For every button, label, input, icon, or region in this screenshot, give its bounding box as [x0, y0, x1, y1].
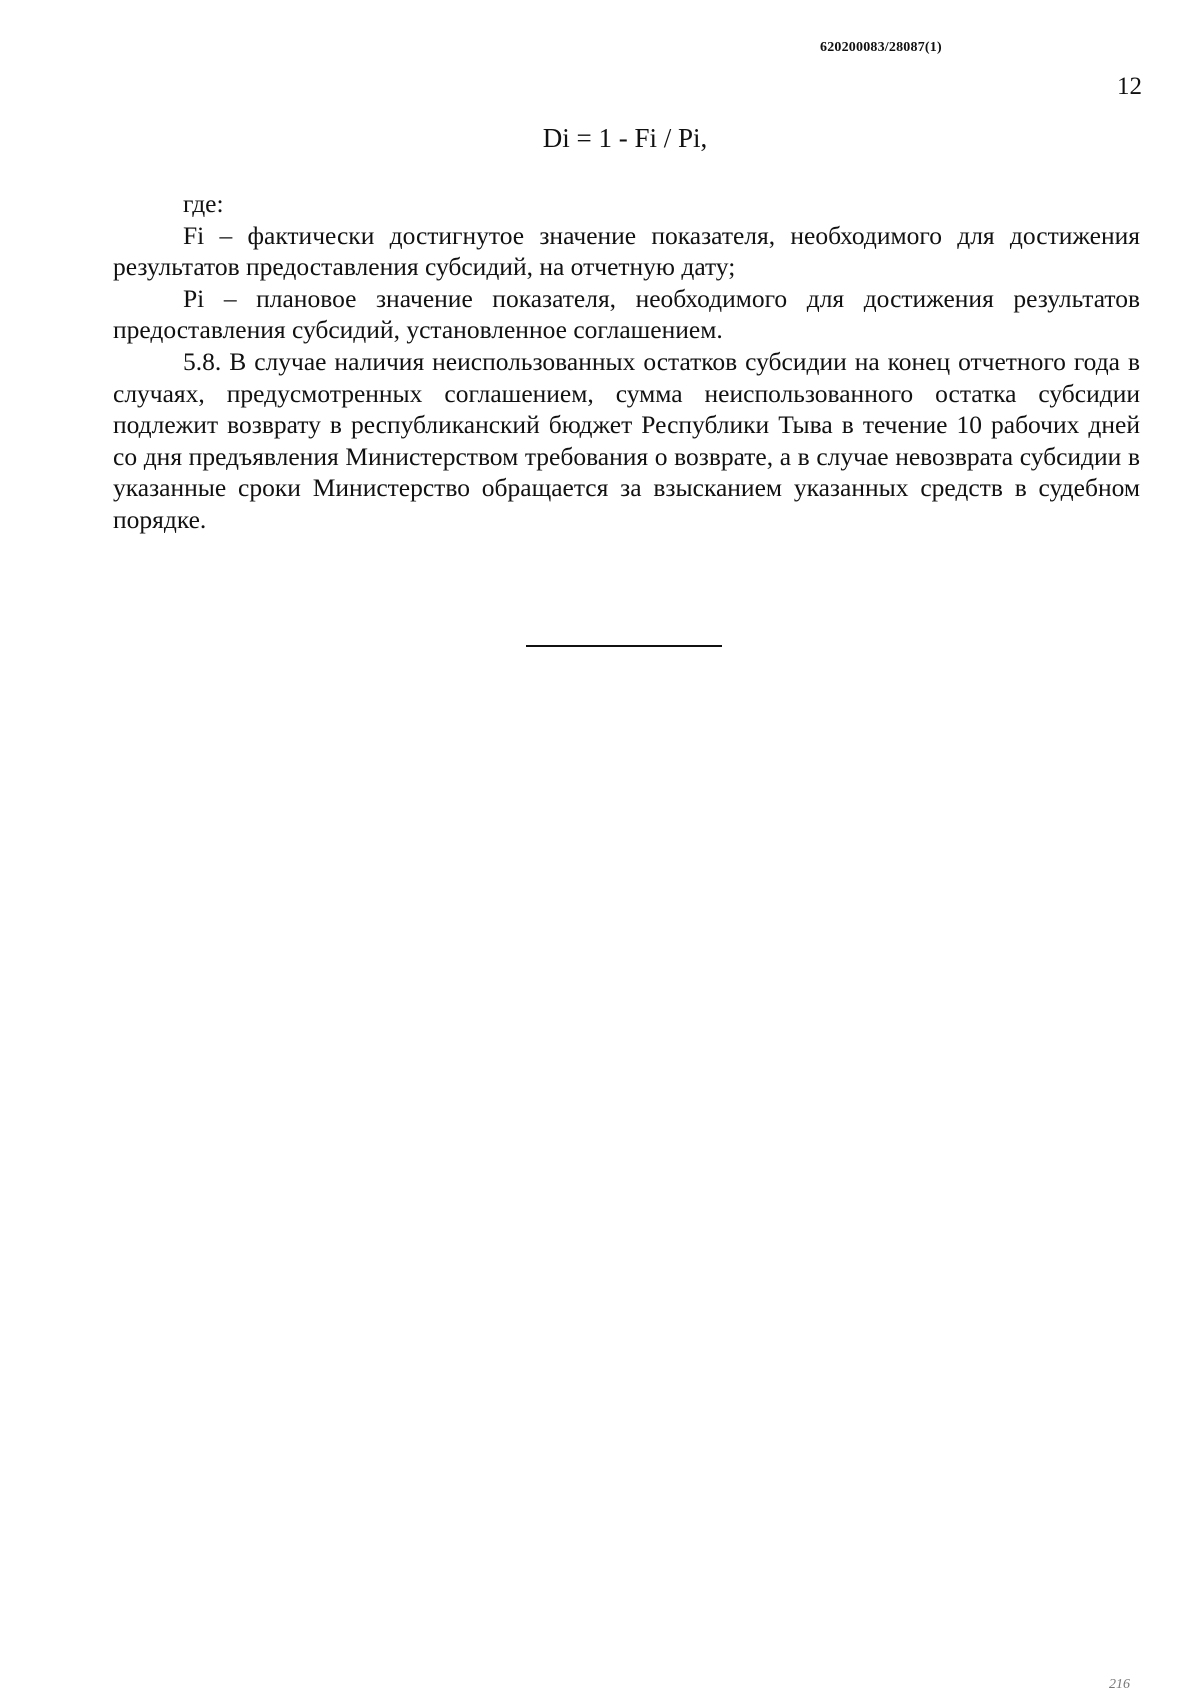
page-number: 12	[1117, 73, 1142, 100]
body-text	[113, 188, 1140, 536]
end-of-text-rule	[526, 645, 722, 647]
paragraph-fi-definition: Fi – фактически достигнутое значение показателя, необходимого для достижения результатов предоставления субсидий, на отчетную дату;	[113, 220, 1140, 282]
formula: Di = 1 - Fi / Pi,	[542, 123, 708, 153]
paragraph-pi-definition: Pi – плановое значение показателя, необходимого для достижения результатов предоставления субсидий, установленное соглашением.	[113, 283, 1140, 345]
document-id: 620200083/28087(1)	[820, 40, 942, 55]
corner-mark: 216	[1109, 1677, 1130, 1692]
paragraph-where: где:	[183, 189, 224, 218]
paragraph-5-8: 5.8. В случае наличия неиспользованных остатков субсидии на конец отчетного года в случаях, предусмотренных соглашением, сумма неиспользованного остатка субсидии подлежит возврату в республиканский бюджет Республики Тыва в течение 10 рабочих дней со дня предъявления Министерством требования о возврате, а в случае невозврата субсидии в указанные сроки Министерство обращается за взысканием указанных средств в судебном порядке.	[113, 346, 1140, 534]
